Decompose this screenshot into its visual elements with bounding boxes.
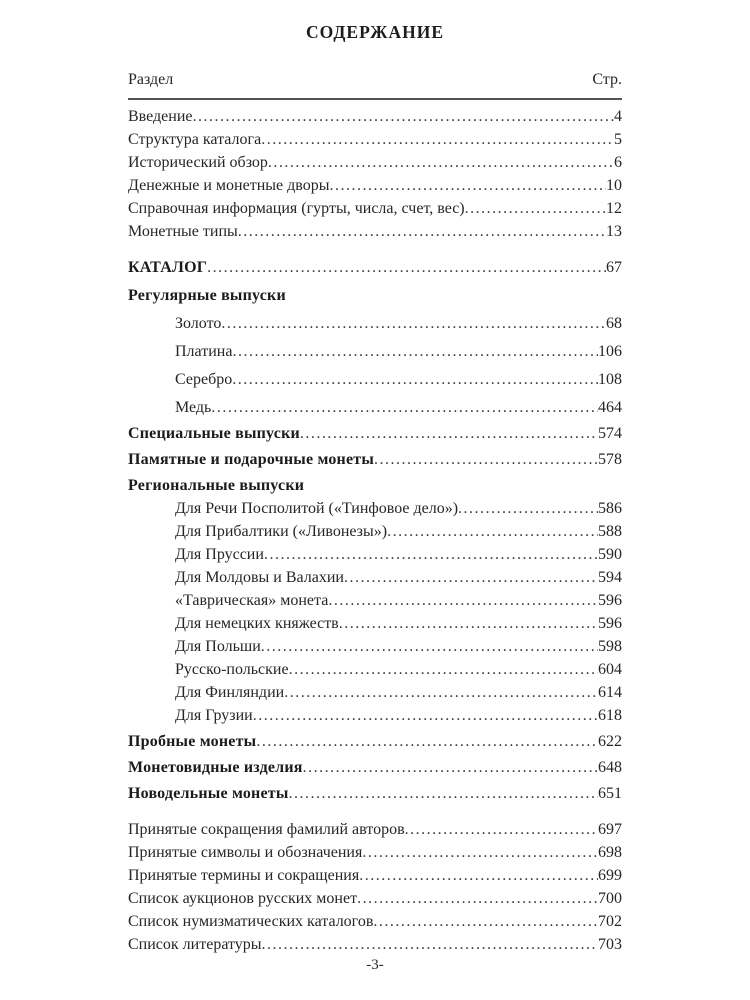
toc-leader-dots (289, 782, 598, 805)
toc-leader-dots (256, 730, 598, 753)
toc-entry-label: Для Речи Посполитой («Тинфовое дело») (175, 500, 459, 517)
toc-entry-page: 108 (598, 371, 622, 388)
toc-entry-label: Монетные типы (128, 223, 238, 240)
toc-leader-dots (253, 704, 598, 727)
toc-entry-page: 13 (606, 223, 622, 240)
toc-entry-page: 604 (598, 661, 622, 678)
toc-entry-page: 4 (614, 108, 622, 125)
toc-entry (128, 756, 622, 779)
toc-leader-dots (221, 312, 606, 335)
toc-leader-dots (211, 396, 598, 419)
toc-entry-page: 106 (598, 343, 622, 360)
toc-leader-dots (193, 105, 615, 128)
toc-entry (128, 612, 622, 635)
toc-entry-page: 586 (598, 500, 622, 517)
toc-entry-label: Пробные монеты (128, 733, 257, 750)
footer-page-number: -3- (366, 957, 384, 973)
toc-entry-page: 703 (598, 936, 622, 953)
toc-leader-dots (357, 887, 598, 910)
toc-entry-page: 618 (598, 707, 622, 724)
toc-entry-page: 67 (606, 259, 622, 276)
toc-leader-dots (232, 340, 598, 363)
toc-entry (128, 704, 622, 727)
toc-entry (128, 933, 622, 956)
toc-entry-page: 651 (598, 785, 622, 802)
toc-leader-dots (300, 422, 598, 445)
toc-leader-dots (261, 635, 598, 658)
toc-entry-page: 699 (598, 867, 622, 884)
toc-column-headers (128, 70, 622, 90)
toc-leader-dots (207, 256, 606, 279)
toc-entry (128, 658, 622, 681)
toc-entry (128, 396, 622, 419)
toc-entry-label: Список аукционов русских монет (128, 890, 358, 907)
toc-leader-dots (373, 910, 598, 933)
toc-entry (128, 566, 622, 589)
toc-entry (128, 220, 622, 243)
toc-entry-label: КАТАЛОГ (128, 259, 208, 276)
toc-entry-label: Памятные и подарочные монеты (128, 451, 375, 468)
toc-entry-page: 702 (598, 913, 622, 930)
toc-entry-page: 464 (598, 399, 622, 416)
toc-entry-label: Золото (175, 315, 222, 332)
toc-entry (128, 448, 622, 471)
toc-entry (128, 312, 622, 335)
toc-entry-page: 598 (598, 638, 622, 655)
toc-entry (128, 128, 622, 151)
toc-entry-label: Введение (128, 108, 193, 125)
toc-entry-page: 578 (598, 451, 622, 468)
toc-entry (128, 543, 622, 566)
toc-leader-dots (264, 543, 598, 566)
toc-entry (128, 340, 622, 363)
toc-leader-dots (329, 174, 606, 197)
section-column-label: Раздел (128, 71, 174, 88)
toc-entry (128, 841, 622, 864)
page-column-label: Стр. (592, 71, 622, 88)
toc-entry (128, 818, 622, 841)
toc-entry-label: Серебро (175, 371, 233, 388)
toc-entry-label: Для немецких княжеств (175, 615, 339, 632)
toc-leader-dots (387, 520, 598, 543)
toc-entry-label: Специальные выпуски (128, 425, 300, 442)
toc-entry-page: 622 (598, 733, 622, 750)
toc-leader-dots (238, 220, 606, 243)
toc-entry-label: Список литературы (128, 936, 262, 953)
page-title: СОДЕРЖАНИЕ (305, 22, 444, 42)
toc-entry-label: Справочная информация (гурты, числа, счет, вес) (128, 200, 465, 217)
toc-entry-label: Региональные выпуски (128, 477, 305, 494)
toc-leader-dots (303, 756, 598, 779)
toc-entry-label: Новодельные монеты (128, 785, 289, 802)
header-rule (128, 98, 622, 100)
toc-entry-page: 596 (598, 592, 622, 609)
toc-entry-label: «Таврическая» монета (175, 592, 329, 609)
toc-leader-dots (344, 566, 598, 589)
toc-entry-label: Принятые сокращения фамилий авторов (128, 821, 405, 838)
toc-entry-page: 697 (598, 821, 622, 838)
toc-entry (128, 105, 622, 128)
toc-entry (128, 497, 622, 520)
toc-entry-label: Русско-польские (175, 661, 289, 678)
toc-entry-label: Регулярные выпуски (128, 287, 286, 304)
toc-entry-page: 12 (606, 200, 622, 217)
toc-entry-label: Медь (175, 399, 212, 416)
toc-entry-label: Принятые символы и обозначения (128, 844, 363, 861)
toc-entry-page: 6 (614, 154, 622, 171)
toc-entry (128, 197, 622, 220)
toc-entry-label: Для Молдовы и Валахии (175, 569, 344, 586)
toc-leader-dots (374, 448, 598, 471)
table-of-contents (128, 70, 622, 956)
toc-entry (128, 474, 622, 497)
toc-entry (128, 284, 622, 307)
toc-entry (128, 422, 622, 445)
toc-entry (128, 681, 622, 704)
toc-entry (128, 368, 622, 391)
toc-leader-dots (405, 818, 598, 841)
toc-leader-dots (232, 368, 598, 391)
toc-entry-label: Для Пруссии (175, 546, 264, 563)
toc-leader-dots (458, 497, 598, 520)
toc-leader-dots (328, 589, 598, 612)
toc-entry (128, 174, 622, 197)
toc-entry-label: Структура каталога (128, 131, 262, 148)
toc-entry (128, 730, 622, 753)
toc-entry-page: 5 (614, 131, 622, 148)
toc-entry-label: Для Польши (175, 638, 261, 655)
toc-leader-dots (465, 197, 606, 220)
toc-list (128, 105, 622, 956)
toc-entry-label: Принятые термины и сокращения (128, 867, 360, 884)
toc-entry-page: 596 (598, 615, 622, 632)
toc-entry-label: Монетовидные изделия (128, 759, 303, 776)
toc-entry (128, 520, 622, 543)
toc-entry-page: 590 (598, 546, 622, 563)
toc-entry-page: 698 (598, 844, 622, 861)
toc-entry-page: 700 (598, 890, 622, 907)
toc-entry-page: 588 (598, 523, 622, 540)
toc-leader-dots (261, 128, 614, 151)
toc-entry-label: Денежные и монетные дворы (128, 177, 330, 194)
toc-entry (128, 151, 622, 174)
toc-entry (128, 782, 622, 805)
toc-entry (128, 589, 622, 612)
toc-entry (128, 635, 622, 658)
toc-entry-label: Список нумизматических каталогов (128, 913, 374, 930)
toc-entry-page: 574 (598, 425, 622, 442)
toc-entry-page: 10 (606, 177, 622, 194)
toc-leader-dots (284, 681, 598, 704)
toc-leader-dots (262, 933, 598, 956)
toc-entry (128, 910, 622, 933)
toc-entry-label: Исторический обзор (128, 154, 268, 171)
toc-entry-label: Для Грузии (175, 707, 253, 724)
toc-entry-page: 614 (598, 684, 622, 701)
toc-entry (128, 256, 622, 279)
toc-leader-dots (362, 841, 598, 864)
toc-entry-label: Платина (175, 343, 233, 360)
toc-entry-page: 648 (598, 759, 622, 776)
toc-entry (128, 887, 622, 910)
toc-entry-page: 594 (598, 569, 622, 586)
toc-entry-page: 68 (606, 315, 622, 332)
toc-leader-dots (268, 151, 614, 174)
toc-leader-dots (289, 658, 598, 681)
toc-entry (128, 864, 622, 887)
toc-entry-label: Для Финляндии (175, 684, 285, 701)
toc-entry-label: Для Прибалтики («Ливонезы») (175, 523, 388, 540)
toc-leader-dots (359, 864, 598, 887)
toc-leader-dots (339, 612, 598, 635)
